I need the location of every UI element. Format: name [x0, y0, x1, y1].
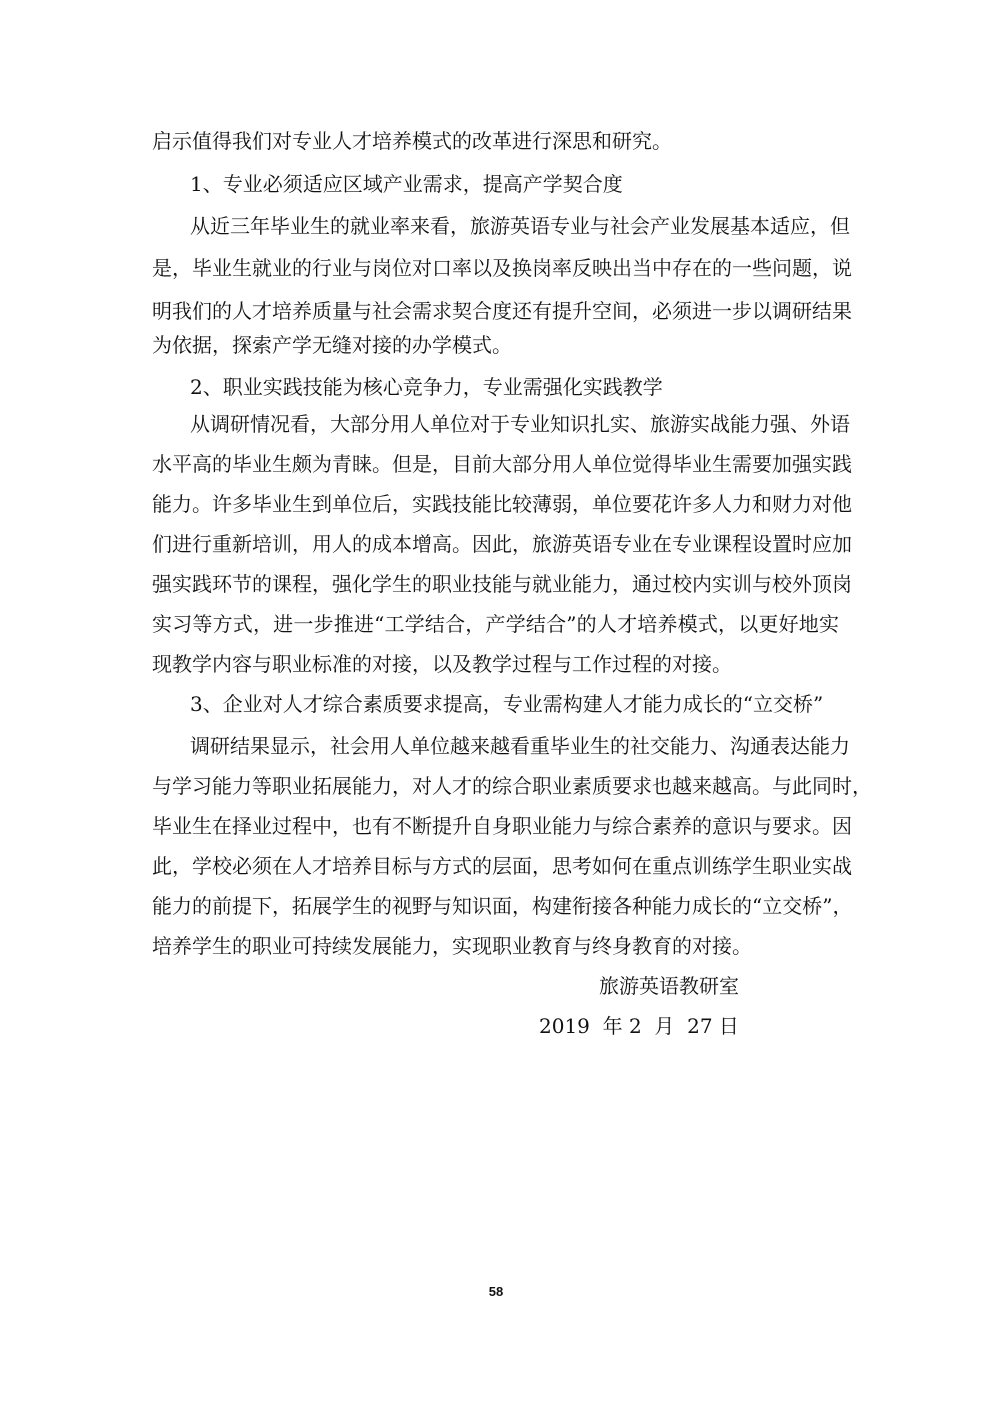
body-text-line: 培养学生的职业可持续发展能力，实现职业教育与终身教育的对接。	[152, 934, 752, 958]
body-text-line: 毕业生在择业过程中，也有不断提升自身职业能力与综合素养的意识与要求。因	[152, 814, 852, 838]
signature-date: 2019 年 2 月 27 日	[539, 1014, 739, 1038]
body-text-line: 调研结果显示，社会用人单位越来越看重毕业生的社交能力、沟通表达能力	[190, 734, 850, 758]
body-text-line: 此，学校必须在人才培养目标与方式的层面，思考如何在重点训练学生职业实战	[152, 854, 852, 878]
body-text-line: 为依据，探索产学无缝对接的办学模式。	[152, 333, 512, 357]
body-text-line: 强实践环节的课程，强化学生的职业技能与就业能力，通过校内实训与校外顶岗	[152, 572, 852, 596]
signature-department: 旅游英语教研室	[599, 974, 739, 998]
body-text-line: 是，毕业生就业的行业与岗位对口率以及换岗率反映出当中存在的一些问题，说	[152, 256, 852, 280]
body-text-line: 水平高的毕业生颇为青睐。但是，目前大部分用人单位觉得毕业生需要加强实践	[152, 452, 852, 476]
body-text-line: 与学习能力等职业拓展能力，对人才的综合职业素质要求也越来越高。与此同时，	[152, 774, 872, 798]
page-number: 58	[488, 1284, 504, 1299]
body-text-line: 能力的前提下，拓展学生的视野与知识面，构建衔接各种能力成长的“立交桥”，	[152, 894, 853, 918]
section-heading-1: 1、专业必须适应区域产业需求，提高产学契合度	[190, 172, 623, 196]
body-text-line: 们进行重新培训，用人的成本增高。因此，旅游英语专业在专业课程设置时应加	[152, 532, 852, 556]
body-text-line: 从近三年毕业生的就业率来看，旅游英语专业与社会产业发展基本适应，但	[190, 214, 850, 238]
section-heading-2: 2、职业实践技能为核心竞争力，专业需强化实践教学	[190, 375, 663, 399]
section-heading-3: 3、企业对人才综合素质要求提高，专业需构建人才能力成长的“立交桥”	[190, 692, 824, 716]
body-text-line: 启示值得我们对专业人才培养模式的改革进行深思和研究。	[152, 129, 672, 153]
body-text-line: 从调研情况看，大部分用人单位对于专业知识扎实、旅游实战能力强、外语	[190, 412, 850, 436]
body-text-line: 明我们的人才培养质量与社会需求契合度还有提升空间，必须进一步以调研结果	[152, 299, 852, 323]
body-text-line: 实习等方式，进一步推进“工学结合，产学结合”的人才培养模式，以更好地实	[152, 612, 839, 636]
body-text-line: 能力。许多毕业生到单位后，实践技能比较薄弱，单位要花许多人力和财力对他	[152, 492, 852, 516]
body-text-line: 现教学内容与职业标准的对接，以及教学过程与工作过程的对接。	[152, 652, 732, 676]
